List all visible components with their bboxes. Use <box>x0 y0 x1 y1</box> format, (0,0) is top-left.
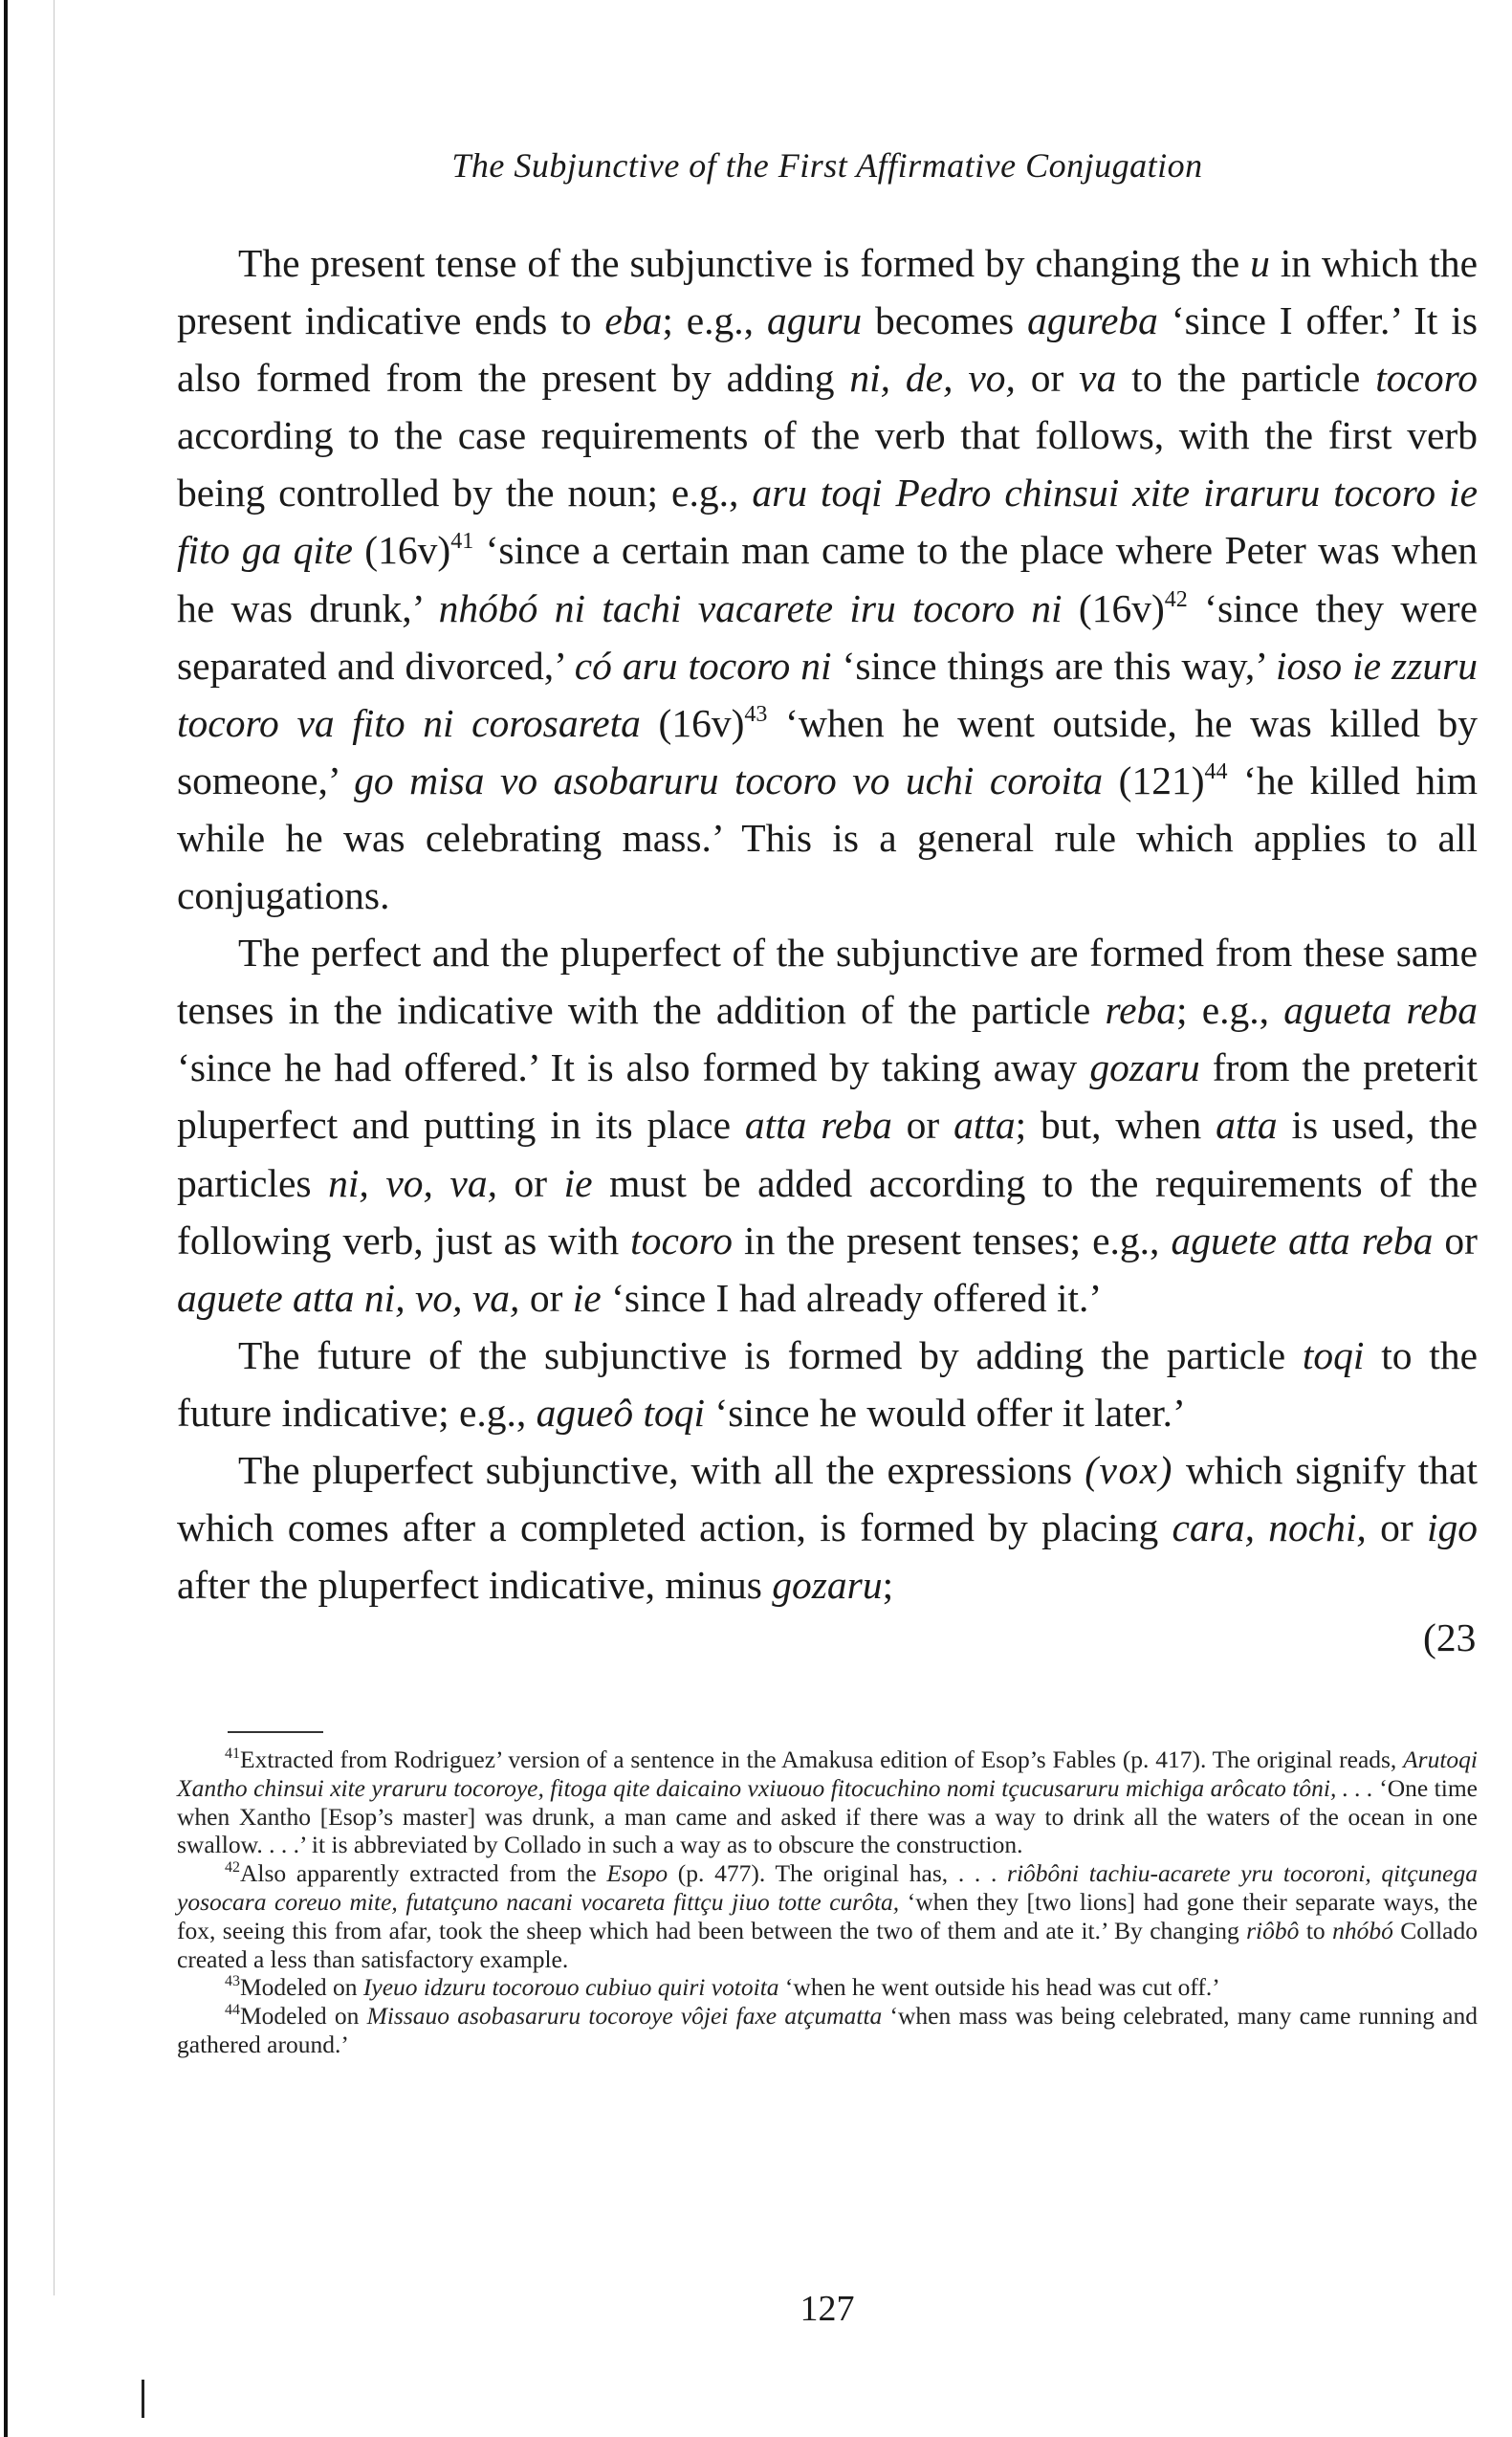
body-text <box>177 234 1478 1614</box>
footnotes <box>177 1745 1478 2059</box>
paragraph-2: The perfect and the pluperfect of the subjunctive are formed from these same tenses in the indicative with the addition of the particle reba; e.g., agueta reba ‘since he had offered.’ It is also formed by taking away gozaru from the preterit pluperfect and putting in its place atta reba or atta; but, when atta is used, the particles ni, vo, va, or ie must be added according to the requirements of the following verb, just as with tocoro in the present tenses; e.g., aguete atta reba or aguete atta ni, vo, va, or ie ‘since I had already offered it.’ <box>177 931 1479 1320</box>
page-number: 127 <box>800 2289 855 2329</box>
footnote-ref-42: 42 <box>1164 586 1188 612</box>
paragraph-4: The pluperfect subjunctive, with all the expressions (vox) which signify that which comes after a completed action, is formed by placing cara, nochi, or igo after the pluperfect indicative, minus gozaru; <box>177 1447 1478 1608</box>
binding-edge-rule <box>4 0 8 2437</box>
footnote-ref-43: 43 <box>744 701 768 727</box>
footnote-ref-41: 41 <box>450 529 474 555</box>
scan-margin-mark <box>142 2380 144 2418</box>
paragraph-3: The future of the subjunctive is formed by adding the particle toqi to the future indicative; e.g., agueô toqi ‘since he would offer it later.’ <box>177 1332 1478 1435</box>
footnote-ref-44: 44 <box>1204 758 1228 784</box>
footnote-43: $^{43}$Modeled on Iyeuo idzuru tocorouo cubiuo quiri votoita ‘when he went outside his head was cut off.’ <box>225 1973 1220 2002</box>
margin-note: (23 <box>1423 1615 1477 1659</box>
footnote-44: $^{44}$Modeled on Missauo asobasaruru tocoroye vôjei faxe atçumatta ‘when mass was being celebrated, many came running and gathered around.’ <box>177 2002 1478 2058</box>
page-heading: The Subjunctive of the First Affirmative Conjugation <box>451 146 1203 185</box>
footnote-42: $^{42}$Also apparently extracted from the Esopo (p. 477). The original has, . . . riôbôni tachiu-acarete yru tocoroni, qitçunega yosocara coreuo mite, futatçuno nacani vocareta fittçu jiuo totte curôta, ‘when they [two lions] had gone their separate ways, the fox, seeing this from afar, took the sheep which had been between the two of them and ate it.’ By changing riôbô to nhóbó Collado created a less than satisfactory example. <box>177 1859 1479 1973</box>
paragraph-1: The present tense of the subjunctive is formed by changing the u in which the present indicative ends to eba; e.g., aguru becomes agureba ‘since I offer.’ It is also formed from the present by adding ni, de, vo, or va to the particle tocoro according to the case requirements of the verb that follows, with the first verb being controlled by the noun; e.g., aru toqi Pedro chinsui xite iraruru tocoro ie fito ga qite $(16v)^{41}$ ‘since a certain man came to the place where Peter was when he was drunk,’ nhóbó ni tachi vacarete iru tocoro ni $(16v)^{42}$ ‘since they were separated and divorced,’ có aru tocoro ni ‘since things are this way,’ ioso ie zzuru tocoro va fito ni corosareta $(16v)^{43}$ ‘when he went outside, he was killed by someone,’ go misa vo asobaruru tocoro vo uchi coroita $(121)^{44}$ ‘he killed him while he was celebrating mass.’ This is a general rule which applies to all conjugations. <box>177 241 1479 918</box>
page-edge-line <box>54 0 55 2295</box>
footnote-41: $^{41}$Extracted from Rodriguez’ version of a sentence in the Amakusa edition of Esop’s Fables (p. 417). The original reads, Arutoqi Xantho chinsui xite yraruru tocoroye, fitoga qite daicaino vxiuouo fitocuchino nomi tçucusaruru michiga arôcato tôni, . . . ‘One time when Xantho [Esop’s master] was drunk, a man came and asked if there was a way to drink all the waters of the ocean in one swallow. . . .’ it is abbreviated by Collado in such a way as to obscure the construction. <box>177 1745 1478 1859</box>
footnote-rule <box>228 1731 323 1733</box>
